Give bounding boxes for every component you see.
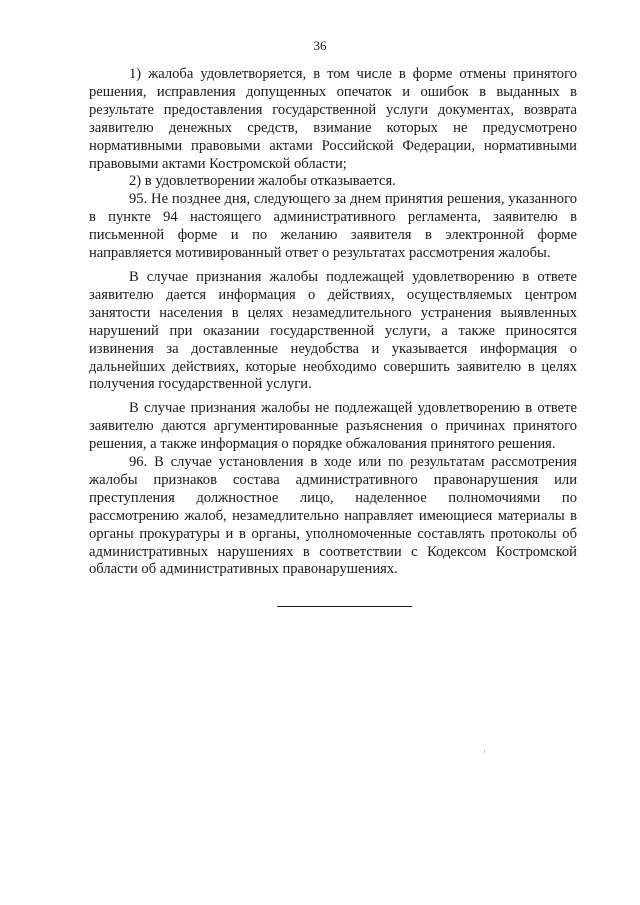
page-number: 36 <box>313 38 327 53</box>
paragraph-rejected-response: В случае признания жалобы не подлежащей удовлетворению в ответе заявителю даются аргументированные разъяснения о причинах принятого решения, а также информация о порядке обжалования принятого решения. <box>89 400 577 453</box>
paragraph-approved-response: В случае признания жалобы подлежащей удовлетворению в ответе заявителю дается информация о действиях, осуществляемых центром занятости населения в целях незамедлительного устранения выявленных нарушений при оказании государственной услуги, а также приносятся извинения за доставленные неудобства и указывается информация о дальнейших действиях, которые необходимо совершить заявителю в целях получения государственной услуги. <box>89 268 577 393</box>
paragraph-clause-96: 96. В случае установления в ходе или по результатам рассмотрения жалобы признаков состава административного правонарушения или преступления должностное лицо, наделенное полномочиями по рассмотрению жалоб, незамедлительно направляет имеющиеся материалы в органы прокуратуры и в органы, уполномоченные составлять протоколы об административных нарушениях в соответствии с Кодексом Костромской области об административных правонарушениях. <box>89 454 577 578</box>
paragraph-item-1-approved: 1) жалоба удовлетворяется, в том числе в форме отмены принятого решения, исправления допущенных опечаток и ошибок в выданных в результате предоставления государственной услуги документах, возврата заявителю денежных средств, взимание которых не предусмотрено нормативными правовыми актами Российской Федерации, нормативными правовыми актами Костромской области; <box>89 66 577 172</box>
end-of-text-separator <box>277 606 412 607</box>
scan-speck <box>484 750 485 753</box>
document-body <box>89 66 577 579</box>
paragraph-item-2-rejected: 2) в удовлетворении жалобы отказывается. <box>129 173 396 190</box>
paragraph-clause-95: 95. Не позднее дня, следующего за днем принятия решения, указанного в пункте 94 настоящего административного регламента, заявителю в письменной форме и по желанию заявителя в электронной форме направляется мотивированный ответ о результатах рассмотрения жалобы. <box>89 191 577 262</box>
